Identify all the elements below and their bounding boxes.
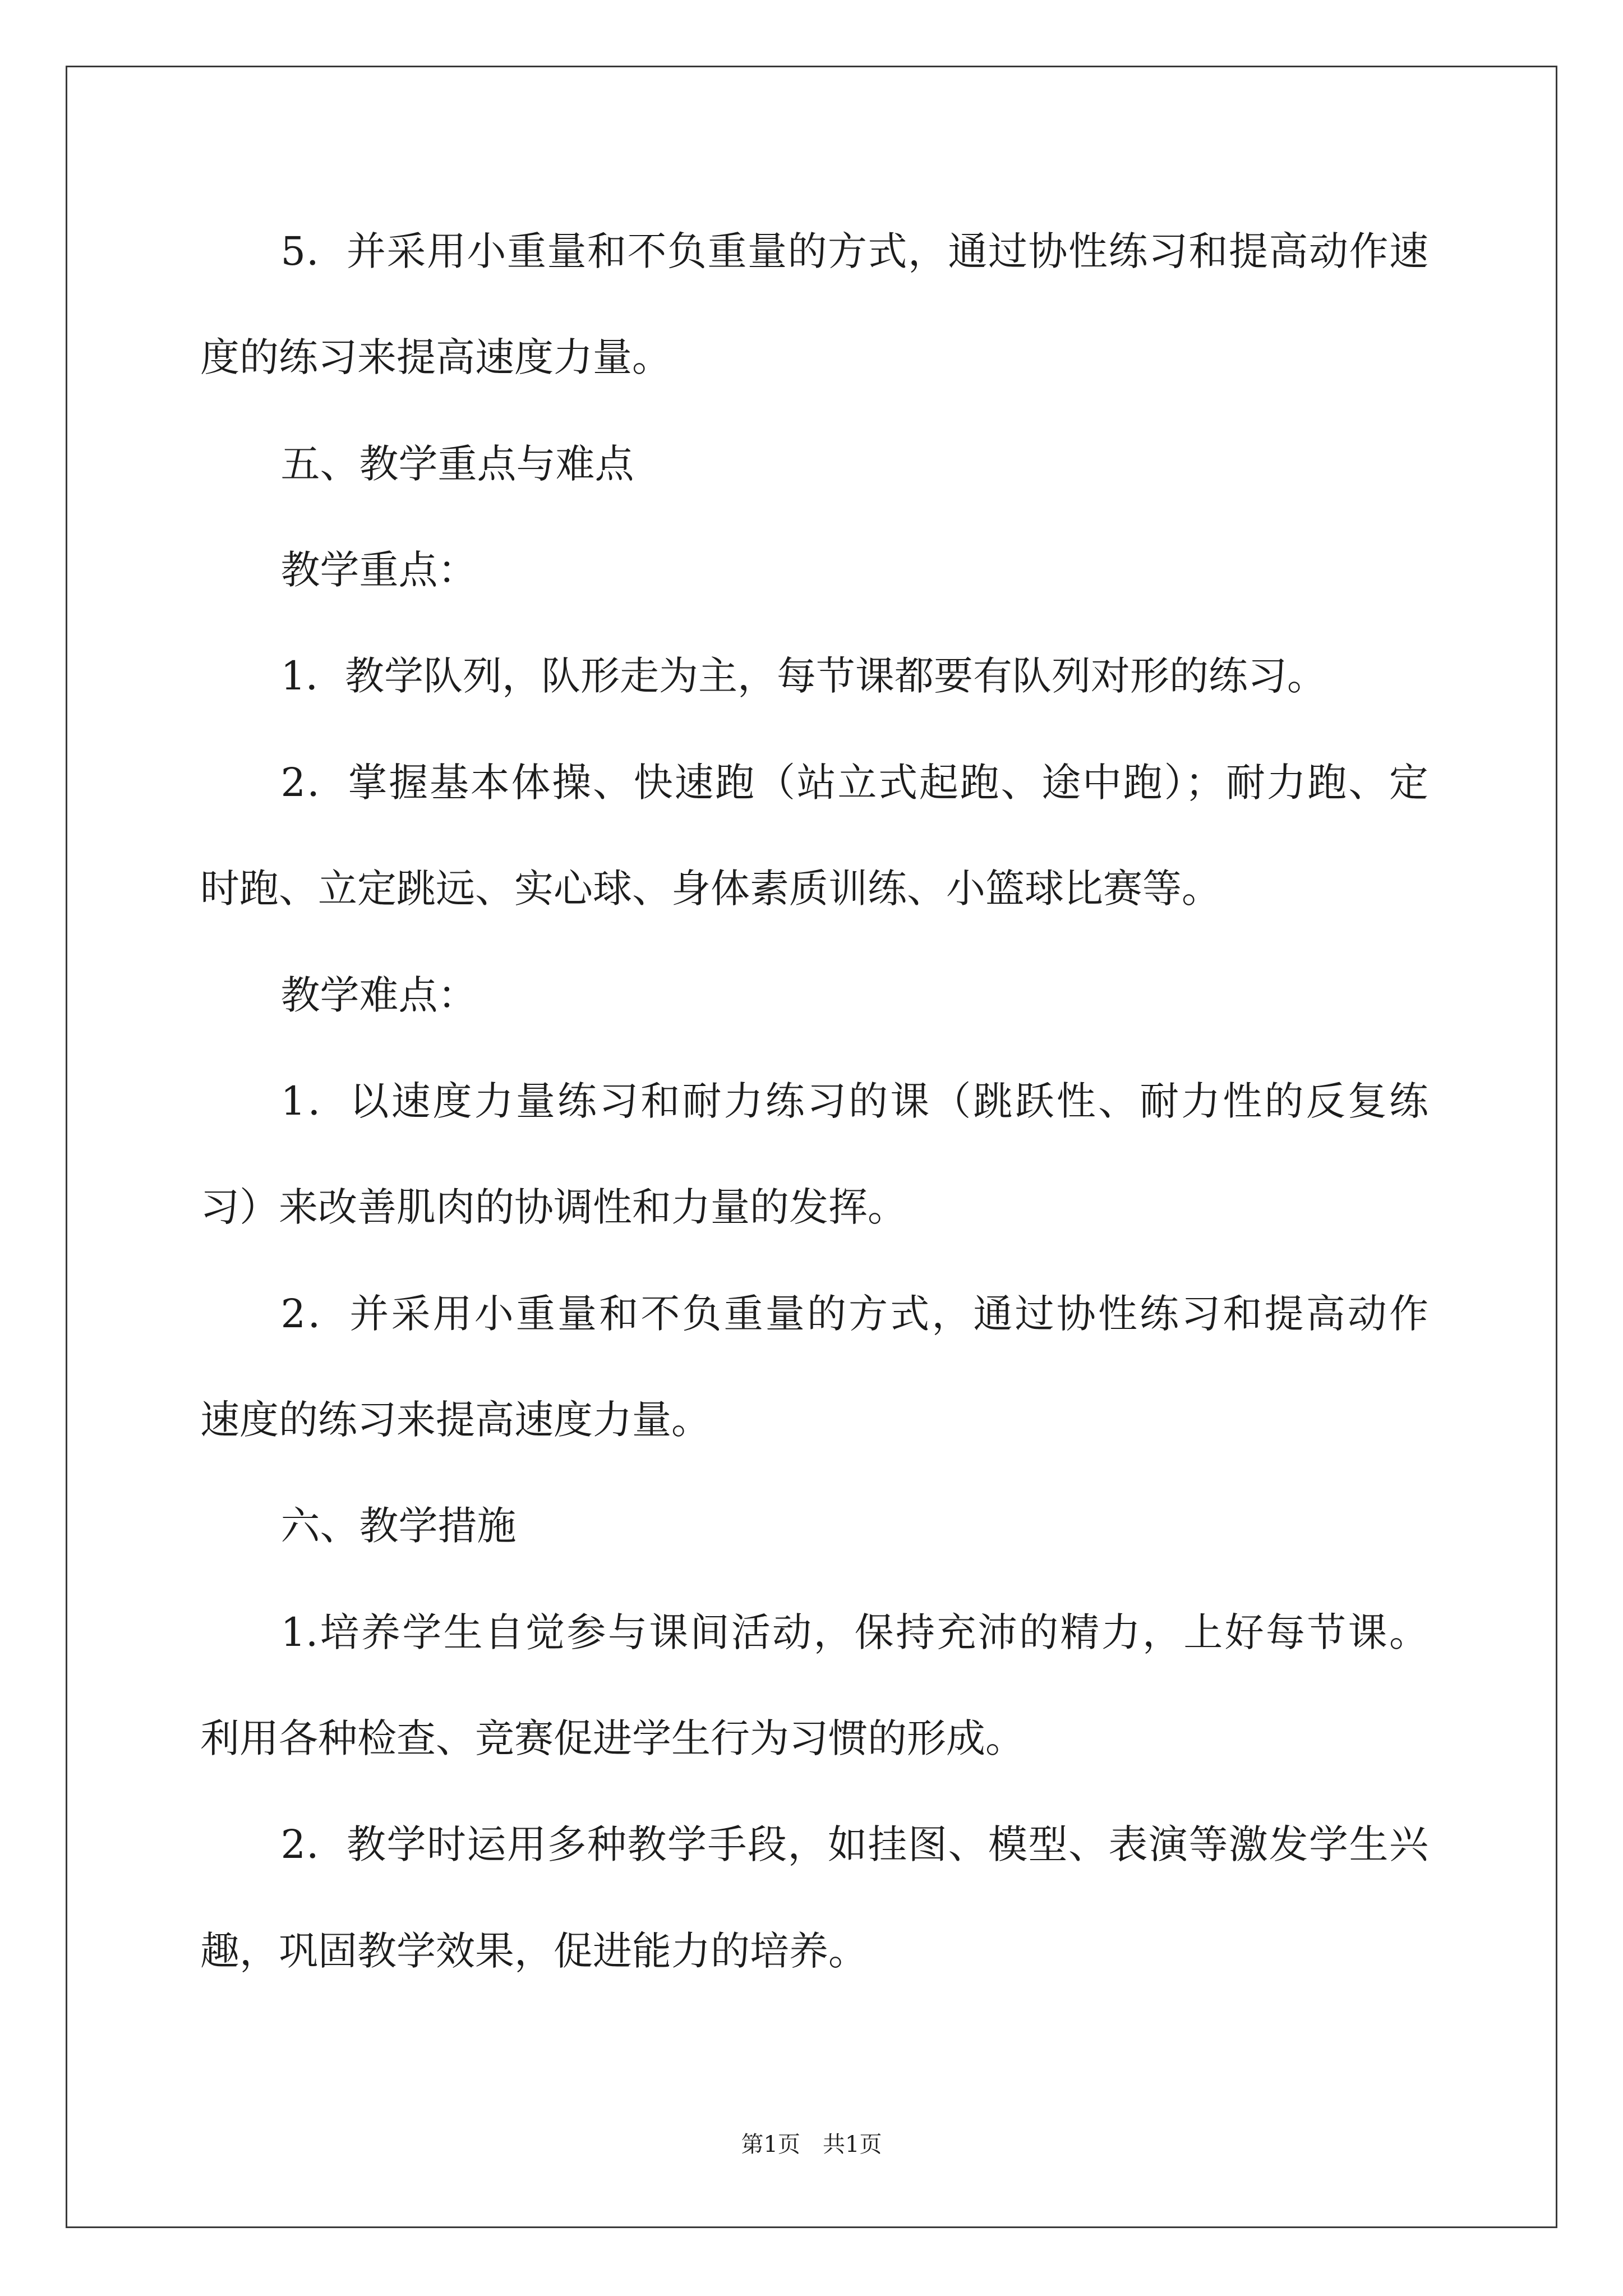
text-line: 速度的练习来提高速度力量。: [200, 1396, 711, 1443]
text-line: 教学难点：: [280, 972, 477, 1018]
text-line: 1．以速度力量练习和耐力练习的课（跳跃性、耐力性的反复练: [280, 1078, 1428, 1124]
page-footer: 第1页 共1页: [741, 2132, 882, 2157]
text-line: 2．并采用小重量和不负重量的方式，通过协性练习和提高动作: [280, 1290, 1428, 1337]
text-line: 趣，巩固教学效果，促进能力的培养。: [200, 1927, 868, 1974]
text-line: 2．教学时运用多种教学手段，如挂图、模型、表演等激发学生兴: [280, 1821, 1428, 1868]
subheading: [200, 517, 1428, 623]
paragraph-item: [200, 730, 1428, 942]
text-line: 1．教学队列，队形走为主，每节课都要有队列对形的练习。: [280, 653, 1327, 700]
text-line: 度的练习来提高速度力量。: [200, 334, 671, 381]
paragraph-item: [200, 199, 1428, 411]
paragraph-item: [200, 1580, 1428, 1792]
section-heading: [200, 411, 1428, 517]
text-line: 习）来改善肌肉的协调性和力量的发挥。: [200, 1184, 907, 1231]
text-line: 六、教学措施: [280, 1503, 517, 1549]
paragraph-item: [200, 1792, 1428, 2004]
paragraph-item: [200, 1261, 1428, 1474]
text-line: 五、教学重点与难点: [280, 440, 634, 487]
text-line: 5．并采用小重量和不负重量的方式，通过协性练习和提高动作速: [280, 228, 1428, 274]
text-line: 利用各种检查、竞赛促进学生行为习惯的形成。: [200, 1715, 1025, 1762]
document-body: [200, 199, 1428, 2004]
section-heading: [200, 1473, 1428, 1579]
text-line: 1.培养学生自觉参与课间活动，保持充沛的精力，上好每节课。: [280, 1609, 1428, 1655]
paragraph-item: [200, 1048, 1428, 1261]
text-line: 教学重点：: [280, 547, 477, 593]
paragraph-item: [200, 623, 1428, 729]
subheading: [200, 942, 1428, 1048]
text-line: 2．掌握基本体操、快速跑（站立式起跑、途中跑）；耐力跑、定: [280, 759, 1428, 806]
text-line: 时跑、立定跳远、实心球、身体素质训练、小篮球比赛等。: [200, 866, 1221, 912]
